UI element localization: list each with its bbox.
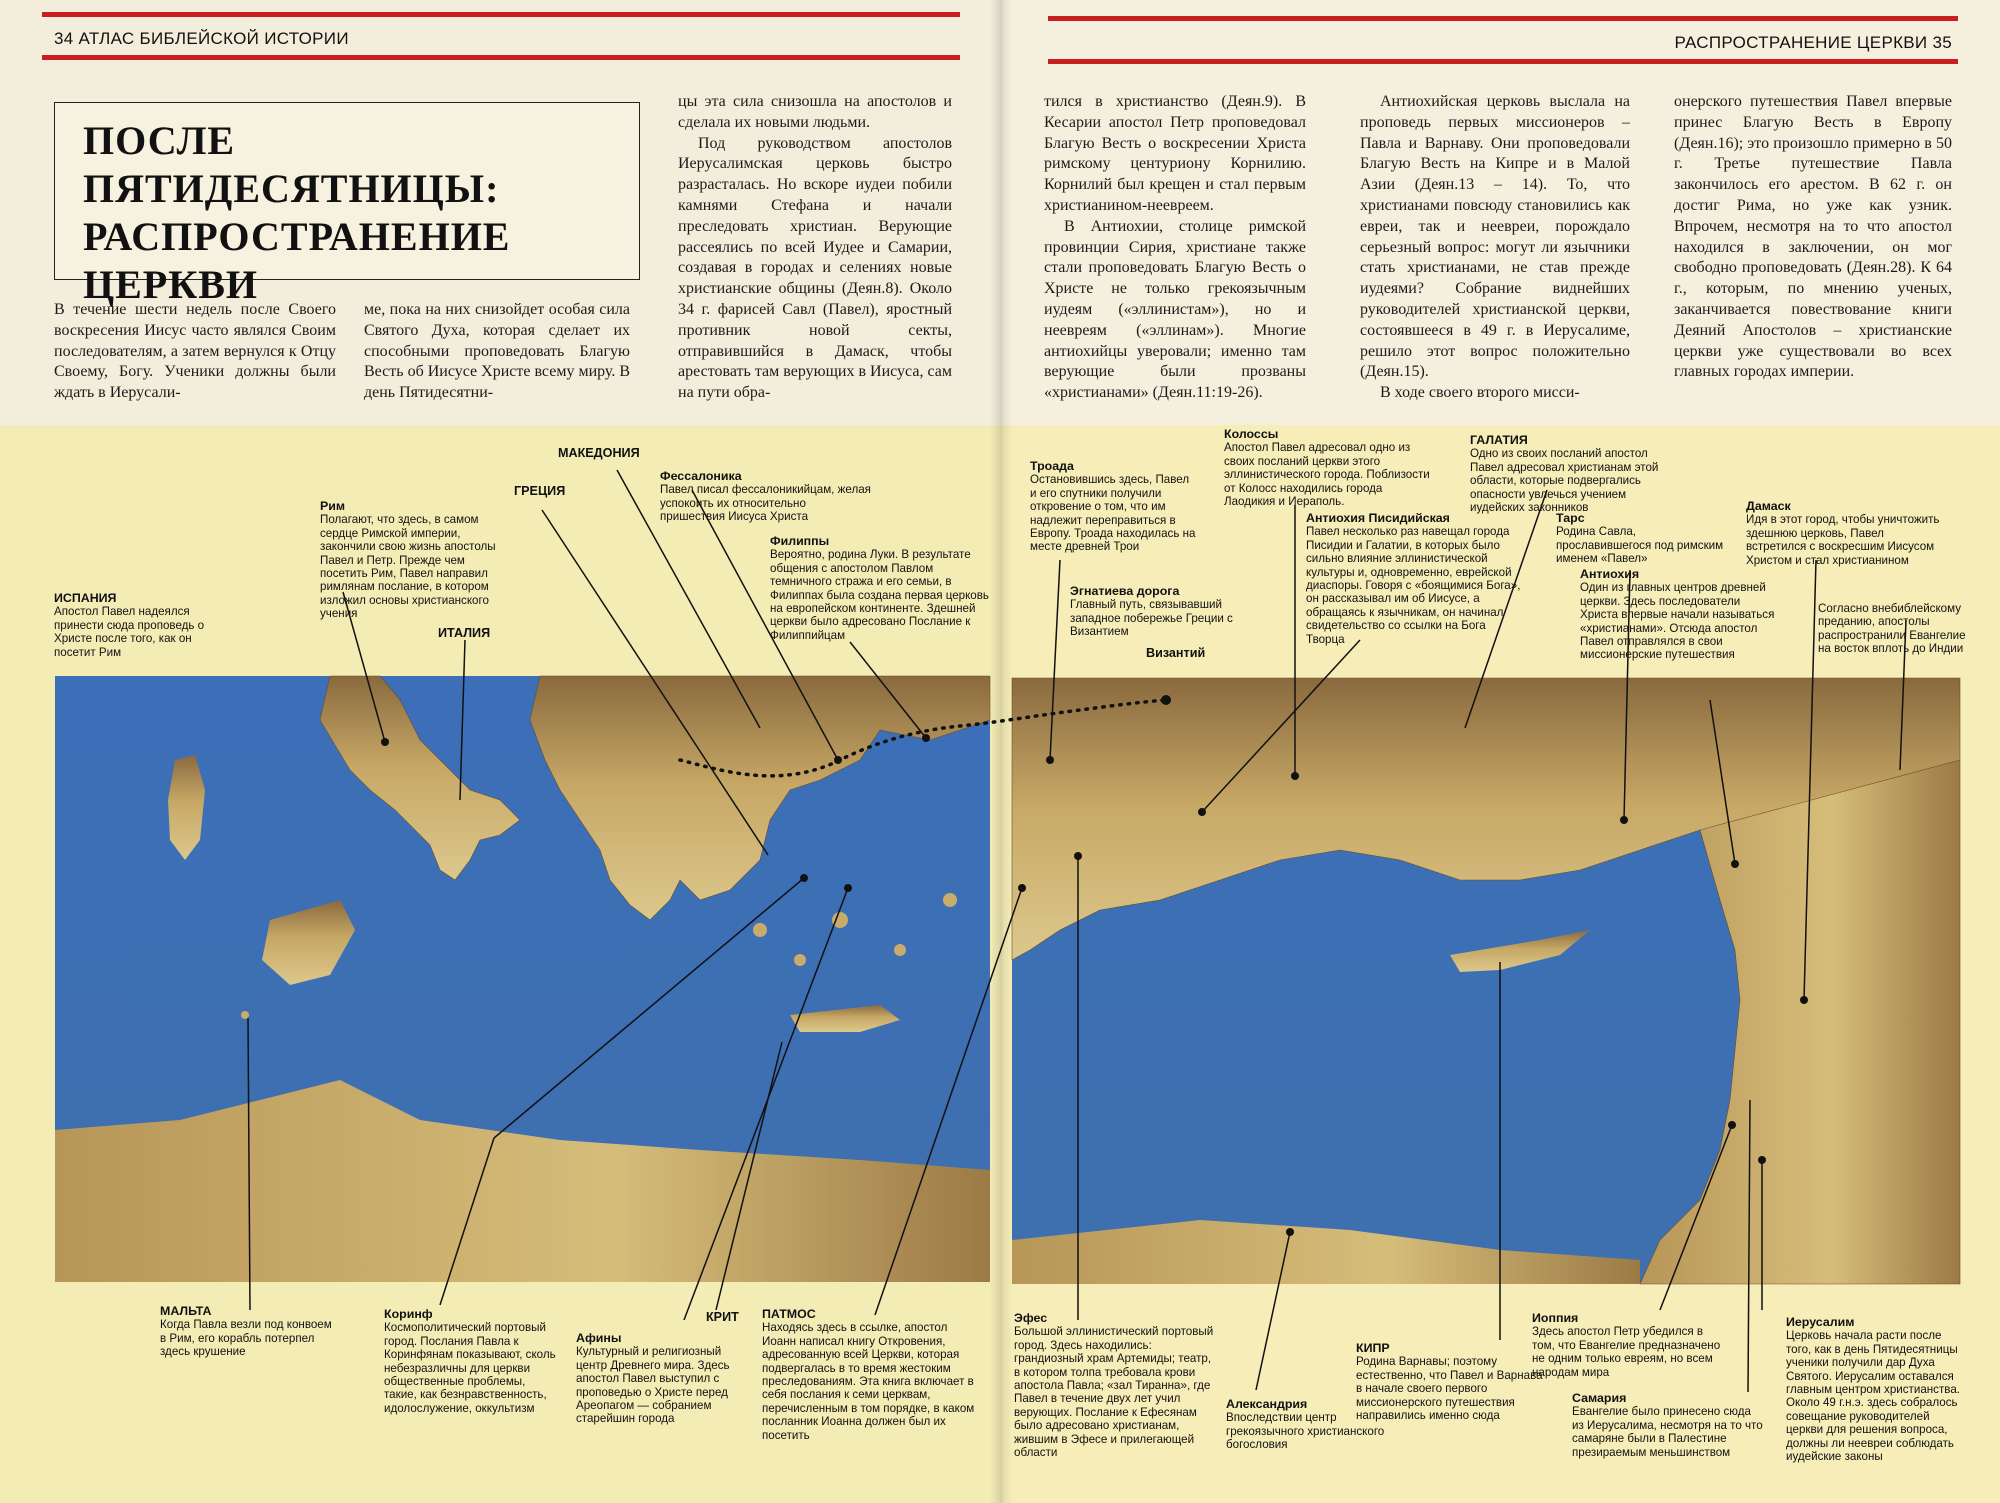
label-title: Иерусалим [1786, 1315, 1855, 1329]
label-text: Павел несколько раз навещал города Писидии и Галатии, в которых было сильно влияние эллинистической культуры и, одновременно, еврейской диаспоры. Говоря с «боящимися Бога», он рассказывал им об Иисусе, а обращаясь к язычникам, он начинал свидетельство со ссылки на Бога Творца [1306, 525, 1521, 646]
paragraph: онерского путешествия Павел впервые принес Благую Весть в Европу (Деян.16); это произошло примерно в 50 г. Третье путешествие Павла закончилось его арестом. В 62 г. он достиг Рима, но уже как узник. Впрочем, несмотря на то что апостол находился в заключении, он мог свободно проповедовать (Деян.28). К 64 г., которым, по мнению ученых, заканчивается повествование книги Деяний Апостолов – христианские церкви уже существовали во всех главных городах империи. [1674, 93, 1952, 381]
label-title: ПАТМОС [762, 1307, 816, 1321]
book-gutter [990, 0, 1012, 1503]
dot-korinf [800, 874, 808, 882]
label-title: Дамаск [1746, 499, 1791, 513]
island [943, 893, 957, 907]
label-title: Антиохия [1580, 567, 1640, 581]
label-text: Когда Павла везли под конвоем в Рим, его корабль потерпел здесь крушение [160, 1318, 332, 1359]
label-samaria [1572, 1392, 1764, 1459]
dot-fessalonika [834, 756, 842, 764]
label-text: Остановившись здесь, Павел и его спутники получили откровение о том, что им надлежит переправиться в Европу. Троада находилась на месте древней Трои [1030, 473, 1196, 554]
label-antiohia [1580, 568, 1780, 662]
label-text: Павел писал фессалоникийцам, желая успокоить их относительно пришествия Иисуса Христа [660, 483, 871, 524]
label-india [1818, 602, 1966, 656]
label-text: Согласно внебиблейскому преданию, апостолы распространили Евангелие на восток вплоть до Индии [1818, 602, 1966, 656]
label-text: Идя в этот город, чтобы уничтожить здешнюю церковь, Павел встретился с воскресшим Иисусом Христом и стал христианином [1746, 513, 1940, 567]
label-antiohia-pisid [1306, 512, 1522, 646]
left-page-number: 34 [54, 29, 74, 48]
label-text: Полагают, что здесь, в самом сердце Римской империи, закончили свою жизнь апостолы Павел и Петр. Прежде чем посетить Рим, Павел направил римлянам послание, в котором изложил основы христианского учения [320, 513, 496, 621]
label-text: Апостол Павел надеялся принести сюда проповедь о Христе после того, как он посетит Рим [54, 605, 205, 659]
label-ierusalim [1786, 1316, 1966, 1463]
label-text: Церковь начала расти после того, как в день Пятидесятницы ученики получили дар Духа Святого. Иерусалим оставался главным центром христианства. Около 49 г.н.э. здесь собралось совещание руководителей церкви для решения вопроса, должны ли неевреи соблюдать иудейские законы [1786, 1329, 1960, 1464]
paragraph: Антиохийская церковь выслала на проповедь первых миссионеров – Павла и Варнаву. Они проповедовали Благую Весть на Кипре и в Малой Азии (Деян.13 – 14). То, что христианами повсюду становились как евреи, так и неевреи, порождало серьезный вопрос: могут ли язычники стать христианами, не став прежде иудеями? Собрание виднейших руководителей христианской церкви, состоявшееся в 49 г. в Иерусалиме, решило этот вопрос положительно (Деян.15). [1360, 93, 1630, 381]
title-line-2: РАСПРОСТРАНЕНИЕ [83, 214, 511, 259]
dot-vizantiy [1161, 695, 1171, 705]
label-kolossy [1224, 428, 1432, 508]
label-galatia [1470, 434, 1666, 514]
label-damask [1746, 500, 1944, 567]
dot-kolossy [1291, 772, 1299, 780]
label-text: Родина Савла, прославившегося под римским именем «Павел» [1556, 525, 1724, 566]
label-title: Самария [1572, 1391, 1627, 1405]
label-text: Вероятно, родина Луки. В результате общения с апостолом Павлом темничного стража и его семьи, в Филиппах была создана первая церковь на европейском континенте. Здешней церкви было адресовано Послание к Филиппийцам [770, 548, 989, 642]
label-afiny [576, 1332, 748, 1426]
title-line-3: ЦЕРКВИ [83, 262, 259, 307]
dot-antiohia-pis [1198, 808, 1206, 816]
label-tars [1556, 512, 1726, 566]
label-text: Впоследствии центр грекоязычного христианского богословия [1226, 1411, 1385, 1452]
dot-tars [1620, 816, 1628, 824]
label-text: Апостол Павел адресовал одно из своих посланий церкви этого эллинистического города. Поблизости от Колосс находились города Лаодикия и Иераполь. [1224, 441, 1430, 509]
dot-filippy [922, 734, 930, 742]
island [894, 944, 906, 956]
label-text: Один из главных центров древней церкви. Здесь последователи Христа впервые начали называться «христианами». Отсюда апостол Павел отправлялся в свои миссионерские путешествия [1580, 581, 1775, 662]
dot-ioppia [1728, 1121, 1736, 1129]
dot-afiny [844, 884, 852, 892]
label-text: Родина Варнавы; поэтому естественно, что Павел и Варнава в начале своего первого миссионерского путешествия направились именно сюда [1356, 1355, 1543, 1423]
label-title: Филиппы [770, 534, 830, 548]
paragraph: цы эта сила снизошла на апостолов и сделала их новыми людьми. [678, 93, 952, 131]
dot-aleksandria [1286, 1228, 1294, 1236]
label-text: Здесь апостол Петр убедился в том, что Евангелие предназначено не одним только евреям, но всем народам мира [1532, 1325, 1721, 1379]
label-text: Культурный и религиозный центр Древнего мира. Здесь апостол Павел выступил с проповедью о Христе перед Ареопагом — собранием старейшин города [576, 1345, 730, 1426]
label-title: Эфес [1014, 1311, 1048, 1325]
label-title: Иоппия [1532, 1311, 1579, 1325]
island [794, 954, 806, 966]
label-title: Фессалоника [660, 469, 742, 483]
island [753, 923, 767, 937]
label-text: Евангелие было принесено сюда из Иерусалима, несмотря на то что самаряне были в Палестине презираемым меньшинством [1572, 1405, 1763, 1459]
label-ioppia [1532, 1312, 1722, 1379]
label-title: КИПР [1356, 1341, 1390, 1355]
label-ispania [54, 592, 236, 659]
label-title: Тарс [1556, 511, 1585, 525]
region-makedonia: МАКЕДОНИЯ [558, 446, 640, 460]
left-running-title: АТЛАС БИБЛЕЙСКОЙ ИСТОРИИ [78, 29, 349, 48]
label-text: Большой эллинистический портовый город. Здесь находились: грандиозный храм Артемиды; театр, в котором толпа требовала крови апостола Павла; «зал Тиранна», где Павел в течение двух лет учил верующих. Послание к Ефесянам было адресовано христианам, жившим в Эфесе и прилегающей области [1014, 1325, 1214, 1460]
dot-antiohia [1731, 860, 1739, 868]
label-title: ГАЛАТИЯ [1470, 433, 1528, 447]
paragraph: Под руководством апостолов Иерусалимская церковь быстро разрасталась. Но вскоре иудеи побили камнями Стефана и начали преследовать христиан. Верующие рассеялись по всей Иудее и Самарии, создавая в городах и селениях новые христианские общины (Деян.8). Около 34 г. фарисей Савл (Павел), яростный противник новой секты, отправившийся в Дамаск, чтобы арестовать там верующих в Иисуса, сам на пути обра- [678, 134, 952, 402]
label-korinf [384, 1308, 558, 1415]
label-title: Коринф [384, 1307, 433, 1321]
right-page-number: 35 [1932, 33, 1952, 52]
label-title: Рим [320, 499, 346, 513]
region-krit: КРИТ [706, 1310, 739, 1324]
paragraph: В ходе своего второго мисси- [1380, 384, 1580, 402]
label-troada [1030, 460, 1198, 554]
paragraph: В Антиохии, столице римской провинции Сирия, христиане также стали проповедовать Благую Весть о Христе не только грекоязычным иудеям («эллинистам»), но и неевреям («эллинам»). Многие антиохийцы уверовали; именно там верующие были прозваны «христианами» (Деян.11:19-26). [1044, 217, 1306, 402]
label-title: ИСПАНИЯ [54, 591, 117, 605]
label-title: Эгнатиева дорога [1070, 584, 1180, 598]
dot-efes [1074, 852, 1082, 860]
label-patmos [762, 1308, 984, 1442]
region-italia: ИТАЛИЯ [438, 626, 491, 640]
label-text: Находясь здесь в ссылке, апостол Иоанн написал книгу Откровения, адресованную всей Церкви, которая подвергалась в то время жестоким преследованиям. Эта книга включает в себя послания к семи церквам, перечисленным в том порядке, в каком посланник Иоанна должен был их посетить [762, 1321, 975, 1442]
region-vizantiy: Византий [1146, 646, 1206, 660]
dot-troada [1046, 756, 1054, 764]
title-line-1: ПОСЛЕ ПЯТИДЕСЯТНИЦЫ: [83, 118, 500, 211]
label-title: МАЛЬТА [160, 1304, 212, 1318]
label-rim [320, 500, 498, 621]
dot-damask [1800, 996, 1808, 1004]
island [241, 1011, 249, 1019]
dot-rim [381, 738, 389, 746]
label-malta [160, 1305, 340, 1359]
label-text: Одно из своих посланий апостол Павел адресовал христианам этой области, которые подвергались опасности увлечься учением иудейских законников [1470, 447, 1659, 515]
label-title: Александрия [1226, 1397, 1308, 1411]
label-title: Троада [1030, 459, 1074, 473]
paragraph: ме, пока на них снизойдет особая сила Святого Духа, которая сделает их способными проповедовать Благую Весть об Иисусе Христе всему миру. В день Пятидесятни- [364, 301, 630, 402]
right-running-title: РАСПРОСТРАНЕНИЕ ЦЕРКВИ [1674, 33, 1928, 52]
label-kipr [1356, 1342, 1544, 1422]
dot-ierusalim [1758, 1156, 1766, 1164]
paragraph: тился в христианство (Деян.9). В Кесарии апостол Петр проповедовал Благую Весть о воскресении Христа римскому центуриону Корнилию. Корнилий был крещен и стал первым христианином-неевреем. [1044, 93, 1306, 214]
label-text: Космополитический портовый город. Послания Павла к Коринфянам показывают, сколь небезразличны для церкви общественные проблемы, такие, как безнравственность, идолослужение, оккультизм [384, 1321, 556, 1415]
label-title: Афины [576, 1331, 622, 1345]
dot-patmos [1018, 884, 1026, 892]
label-filippy [770, 535, 992, 642]
label-fessalonika [660, 470, 872, 524]
label-title: Антиохия Писидийская [1306, 511, 1450, 525]
label-text: Главный путь, связывавший западное побережье Греции с Византием [1070, 598, 1233, 639]
paragraph: В течение шести недель после Своего воскресения Иисус часто являлся Своим последователям, а затем вернулся к Отцу Своему, Богу. Ученики должны были ждать в Иерусали- [54, 301, 336, 402]
label-title: Колоссы [1224, 427, 1279, 441]
region-gretsia: ГРЕЦИЯ [514, 484, 566, 498]
label-efes [1014, 1312, 1220, 1459]
label-egnatieva [1070, 585, 1258, 639]
